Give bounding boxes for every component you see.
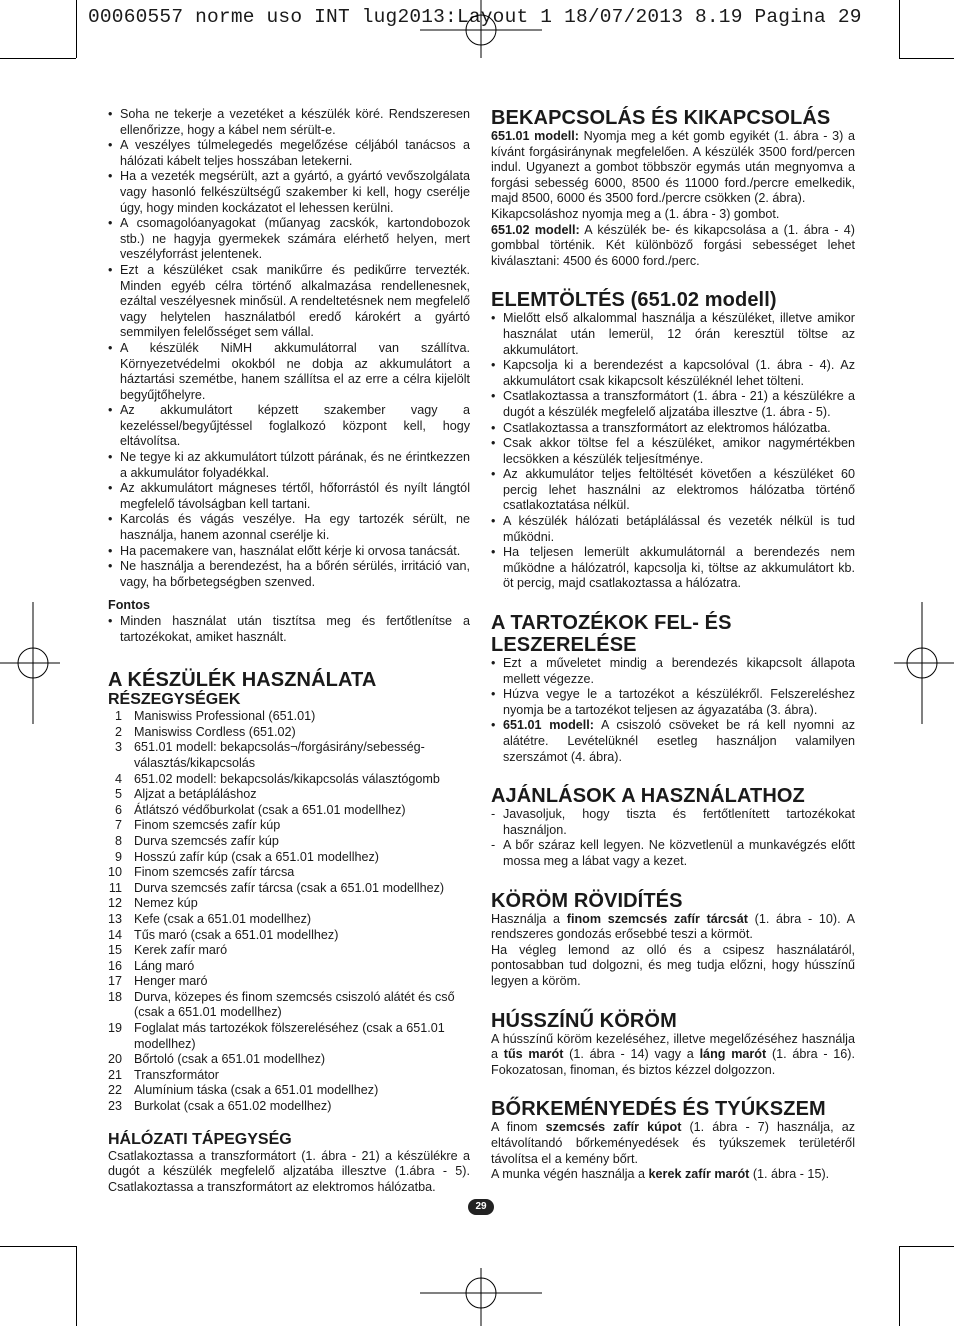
part-number: 2 <box>114 724 122 739</box>
parts-list-item <box>108 1099 470 1115</box>
part-number: 4 <box>114 771 122 786</box>
parts-list-item <box>108 943 470 959</box>
fontos-label: Fontos <box>108 598 150 613</box>
part-label: Átlátszó védőburkolat (csak a 651.01 modellhez) <box>134 802 406 817</box>
part-number: 12 <box>108 896 123 911</box>
part-number: 9 <box>114 849 122 864</box>
part-label: Durva szemcsés zafír tárcsa (csak a 651.01 modellhez) <box>134 880 445 895</box>
crop-mark-bl-v <box>76 1246 77 1326</box>
list-item: • Soha ne tekerje a vezetéket a készülék köré. Rendszeresen ellenőrizze, hogy a kábel nem sérült-e. <box>108 107 470 138</box>
list-item: • Az akkumulátort képzett szakember vagy a kezeléssel/begyűjtéssel foglalkozó központ kell, hogy eltávolítsa. <box>108 403 470 450</box>
part-number: 16 <box>108 958 123 973</box>
part-number: 15 <box>108 943 123 958</box>
registration-mark-left <box>0 602 60 724</box>
list-item: • A veszélyes túlmelegedés megelőzése céljából tanácsos a hálózati kábelt teljes hosszában letekerni. <box>108 138 470 169</box>
part-label: Tűs maró (csak a 651.01 modellhez) <box>134 927 339 942</box>
list-item: • Ezt a készüléket csak manikűrre és pedikűrre tervezték. Minden egyéb célra történő alkalmazása rendellenesnek, ezáltal veszélyesnek minősül. A rendeltetésnek nem megfelelő vagy helytelen használatból eredő károkért a gyártó semmilyen felelősséget sem vállal. <box>108 263 470 341</box>
parts-title: RÉSZEGYSÉGEK <box>108 691 241 709</box>
list-item: • Ha a vezeték megsérült, azt a gyártó, a gyártó vevőszolgálata vagy hasonló felkészültségű szakember ki kell, hogy cserélje úgy, hogy minden kockázatot el lehessen kerülni. <box>108 169 470 216</box>
parts-list-item <box>108 959 470 975</box>
part-label: Láng maró <box>134 958 195 973</box>
corn-text-2 <box>491 1167 855 1183</box>
model-label: 651.02 modell: <box>491 222 580 237</box>
text-span: (1. ábra - 16). Fokozatosan, finoman, és biztos kézzel dolgozzon. <box>491 1047 855 1077</box>
accessories-list <box>491 656 855 765</box>
list-item: • Ne használja a berendezést, ha a bőrén sérülés, irritáció van, vagy, ha bőrbetegségben szenved. <box>108 559 470 590</box>
bold-span: szemcsés zafír kúpot <box>545 1120 682 1135</box>
onoff-model2-text: A készülék be- és kikapcsolása a (1. ábra - 4) gombbal történik. Két különböző forgási sebességet lehet kiválasztani: 4500 és 6000 ford./perc. <box>491 222 855 268</box>
crop-mark-br-h <box>899 1246 954 1247</box>
list-item <box>491 718 855 765</box>
part-number: 23 <box>108 1099 123 1114</box>
list-item: • Csak akkor töltse fel a készüléket, amikor nagymértékben lecsökken a készülék teljesítménye. <box>491 436 855 467</box>
corn-title: BŐRKEMÉNYEDÉS ÉS TYÚKSZEM <box>491 1098 826 1121</box>
part-label: Finom szemcsés zafír kúp <box>134 818 281 833</box>
power-text: Csatlakoztassa a transzformátort (1. ábra - 21) a készülékre a dugót a készülék megfelelő aljzatába illesztve (1.ábra - 5). Csatlakoztassa a transzformátort az elektromos hálózatba. <box>108 1148 470 1194</box>
right-column <box>491 107 855 1183</box>
list-item: • Ne tegye ki az akkumulátort túlzott párának, és ne érintkezzen a akkumulátor folyadékkal. <box>108 450 470 481</box>
crop-mark-bl-h <box>0 1246 76 1247</box>
list-item: • A készülék NiMH akkumulátorral van szállítva. Környezetvédelmi okokból ne dobja az akkumulátort a háztartási szemétbe, hanem szállítsa el az erre a célra kijelölt begyűjtőhelyre. <box>108 341 470 403</box>
text-span: (1. ábra - 10). A rendszeres gondozás erősebbé teszi a körmöt. <box>491 911 855 942</box>
list-item: • Ezt a műveletet mindig a berendezés kikapcsolt állapota mellett végezze. <box>491 656 855 687</box>
parts-list-item <box>108 990 470 1021</box>
part-label: Alumínium táska (csak a 651.01 modellhez) <box>134 1083 379 1098</box>
part-label: Bőrtoló (csak a 651.01 modellhez) <box>134 1052 326 1067</box>
part-number: 17 <box>108 974 123 989</box>
parts-list <box>108 709 470 1114</box>
part-label: Finom szemcsés zafír tárcsa <box>134 865 295 880</box>
list-item: • Ha pacemakere van, használat előtt kérje ki orvosa tanácsát. <box>108 544 470 560</box>
part-number: 18 <box>108 989 123 1004</box>
parts-list-item <box>108 850 470 866</box>
crop-mark-br-v <box>899 1246 900 1326</box>
list-item: • Minden használat után tisztítsa meg és fertőtlenítse a tartozékokat, amiket használt. <box>108 614 470 645</box>
list-item: • Karcolás és vágás veszélye. Ha egy tartozék sérült, ne használja, hanem azonnal cserélje ki. <box>108 512 470 543</box>
bold-span: kerek zafír marót <box>648 1167 750 1182</box>
parts-list-item <box>108 1068 470 1084</box>
text-span: Használja a <box>491 911 567 926</box>
text-span: A finom <box>491 1120 546 1135</box>
parts-list-item <box>108 881 470 897</box>
onoff-title: BEKAPCSOLÁS ÉS KIKAPCSOLÁS <box>491 107 831 129</box>
parts-list-item <box>108 740 470 771</box>
crop-mark-tr-h <box>899 58 954 59</box>
part-label: Foglalat más tartozékok fölszereléséhez (csak a 651.01 modellhez) <box>134 1021 445 1051</box>
part-label: Hosszú zafír kúp (csak a 651.01 modellhez) <box>134 849 379 864</box>
part-label: Durva szemcsés zafír kúp <box>134 833 279 848</box>
recommendations-list <box>491 807 855 869</box>
ingrown-nail-title: HÚSSZÍNŰ KÖRÖM <box>491 1009 677 1032</box>
nail-text-1 <box>491 912 855 943</box>
part-label: Nemez kúp <box>134 896 198 911</box>
part-number: 3 <box>114 740 122 755</box>
part-number: 14 <box>108 927 123 942</box>
list-item: • Mielőtt első alkalommal használja a készüléket, illetve amikor használat után lemerül, 12 órán keresztül töltse az akkumulátort. <box>491 311 855 358</box>
parts-list-item <box>108 818 470 834</box>
nail-text-2: Ha végleg lemond az olló és a csipesz használatáról, pontosabban tud dolgozni, és meg tudja előzni, hogy hússzínű legyen a köröm. <box>491 942 855 988</box>
recommendations-title: AJÁNLÁSOK A HASZNÁLATHOZ <box>491 785 805 808</box>
part-label: Maniswiss Cordless (651.02) <box>134 724 296 739</box>
part-number: 20 <box>108 1052 123 1067</box>
list-item: • Ha teljesen lemerült akkumulátornál a berendezés nem működne a hálózatról, kapcsolja ki, töltse az akkumulátort kb. öt percig, majd csatlakoztassa a hálózatra. <box>491 545 855 592</box>
registration-mark-top <box>420 0 542 60</box>
charge-list <box>491 311 855 592</box>
nail-shortening-title: KÖRÖM RÖVIDÍTÉS <box>491 889 683 912</box>
parts-list-item <box>108 709 470 725</box>
part-number: 7 <box>114 818 122 833</box>
registration-mark-bottom <box>420 1268 542 1326</box>
print-header: 00060557 norme uso INT lug2013:Layout 1 18/07/2013 8.19 Pagina 29 <box>88 6 862 28</box>
left-column <box>108 107 470 1195</box>
parts-list-item <box>108 896 470 912</box>
part-number: 11 <box>108 880 122 895</box>
list-item: • Kapcsolja ki a berendezést a kapcsolóval (1. ábra - 4). Az akkumulátort csak kikapcsolt készüléknél lehet tölteni. <box>491 358 855 389</box>
parts-list-item <box>108 912 470 928</box>
text-span: A hússzínű köröm kezeléséhez, illetve megelőzéséhez használja a <box>491 1031 855 1062</box>
part-label: Transzformátor <box>134 1067 219 1082</box>
crop-mark-tr-v <box>899 0 900 58</box>
parts-list-item <box>108 834 470 850</box>
text-span: (1. ábra - 14) vagy a <box>563 1047 700 1062</box>
list-item: • Az akkumulátor teljes feltöltését követően a készüléket 60 percig lehet használni az elektromos hálózatba történő csatlakoztatása nélkül. <box>491 467 855 514</box>
ingrown-nail-text <box>491 1032 855 1079</box>
list-item: • Csatlakoztassa a transzformátort az elektromos hálózatba. <box>491 421 855 437</box>
power-title: HÁLÓZATI TÁPEGYSÉG <box>108 1130 292 1148</box>
text-span: A munka végén használja a <box>491 1167 649 1182</box>
parts-list-item <box>108 803 470 819</box>
list-item: • Az akkumulátort mágneses tértől, hőforrástól és nyílt lángtól megfelelő távolságban kell tartani. <box>108 481 470 512</box>
parts-list-item <box>108 865 470 881</box>
text-span: (1. ábra - 7) használja, az eltávolítandó bőrkeményedések és tyúkszemek területéről távolítsa el a kemény bőrt. <box>491 1120 855 1166</box>
text-span: (1. ábra - 15). <box>749 1167 830 1182</box>
part-number: 22 <box>108 1083 123 1098</box>
part-label: 651.02 modell: bekapcsolás/kikapcsolás választógomb <box>134 771 440 786</box>
part-number: 19 <box>108 1021 123 1036</box>
part-label: Kerek zafír maró <box>134 943 228 958</box>
list-item: • A csomagolóanyagokat (műanyag zacskók, kartondobozok stb.) ne hagyja gyermekek számára elérhető helyen, mert veszélyforrást jelentenek. <box>108 216 470 263</box>
list-item: • Csatlakoztassa a transzformátort (1. ábra - 21) a készülékre a dugót a készülék megfelelő aljzatába illesztve (1. ábra - 5). <box>491 389 855 420</box>
list-item: • A készülék hálózati betáplálással és vezeték nélkül is tud működni. <box>491 514 855 545</box>
charge-title: ELEMTÖLTÉS (651.02 modell) <box>491 289 777 312</box>
part-number: 8 <box>114 833 122 848</box>
model-label: 651.01 modell: <box>491 129 579 143</box>
part-label: Kefe (csak a 651.01 modellhez) <box>134 911 312 926</box>
part-number: 1 <box>114 709 122 724</box>
part-label: Henger maró <box>134 974 208 989</box>
registration-mark-right <box>894 602 954 724</box>
part-number: 21 <box>108 1067 123 1082</box>
parts-list-item <box>108 974 470 990</box>
onoff-model1 <box>491 129 855 207</box>
parts-list-item <box>108 787 470 803</box>
parts-list-item <box>108 725 470 741</box>
onoff-off-text: Kikapcsoláshoz nyomja meg a (1. ábra - 3) gombot. <box>491 206 780 221</box>
bold-span: finom szemcsés zafír tárcsát <box>566 911 748 926</box>
onoff-model1-text: Nyomja meg a két gomb egyikét (1. ábra - 3) a kívánt forgásiránynak megfelelően. A készülék 3500 ford/percen indul. Ugyanezt a gombot többször egymás után megnyomva a forgási sebesség 6000, 8500 és 11000 ford./percre emelkedik, majd 8500, 6000 és 3500 ford./percre csökken (2. ábra). <box>491 129 855 206</box>
fontos-list <box>108 614 470 645</box>
corn-text-1 <box>491 1120 855 1167</box>
onoff-model2 <box>491 223 855 270</box>
bold-span: tűs marót <box>503 1047 564 1062</box>
parts-list-item <box>108 772 470 788</box>
list-item: • Húzva vegye le a tartozékot a készülékről. Felszereléshez nyomja be a tartozékot teljesen az ágyazatába (3. ábra). <box>491 687 855 718</box>
part-label: 651.01 modell: bekapcsolás¬/forgásirány/sebesség-választás/kikapcsolás <box>134 740 425 770</box>
part-label: Burkolat (csak a 651.02 modellhez) <box>134 1099 332 1114</box>
accessories-title: A TARTOZÉKOK FEL- ÉS LESZERELÉSE <box>491 612 732 657</box>
section-title-usage: A KÉSZÜLÉK HASZNÁLATA <box>108 669 377 692</box>
part-number: 6 <box>114 802 122 817</box>
parts-list-item <box>108 1021 470 1052</box>
parts-list-item <box>108 1083 470 1099</box>
parts-list-item <box>108 1052 470 1068</box>
list-item: - A bőr száraz kell legyen. Ne közvetlenül a munkavégzés előtt mossa meg a lábat vagy a kezet. <box>491 838 855 869</box>
crop-mark-tl-h <box>0 58 76 59</box>
bold-span: láng marót <box>699 1047 767 1062</box>
part-label: Durva, közepes és finom szemcsés csiszoló alátét és cső (csak a 651.01 modellhez) <box>134 989 455 1020</box>
part-label: Maniswiss Professional (651.01) <box>134 709 316 724</box>
part-label: Aljzat a betápláláshoz <box>134 787 257 802</box>
safety-list <box>108 107 470 590</box>
list-item: - Javasoljuk, hogy tiszta és fertőtlenített tartozékokat használjon. <box>491 807 855 838</box>
accessories-model1-text: A csiszoló csöveket be rá kell nyomni az alátétre. Levételüknél esetleg használjon valamilyen szerszámot (4. ábra). <box>503 718 855 764</box>
page-number-badge: 29 <box>468 1199 494 1215</box>
parts-list-item <box>108 928 470 944</box>
part-number: 13 <box>108 911 123 926</box>
model-label: 651.01 modell: <box>503 718 594 733</box>
part-number: 5 <box>114 787 122 802</box>
crop-mark-tl-v <box>76 0 77 58</box>
part-number: 10 <box>108 865 123 880</box>
